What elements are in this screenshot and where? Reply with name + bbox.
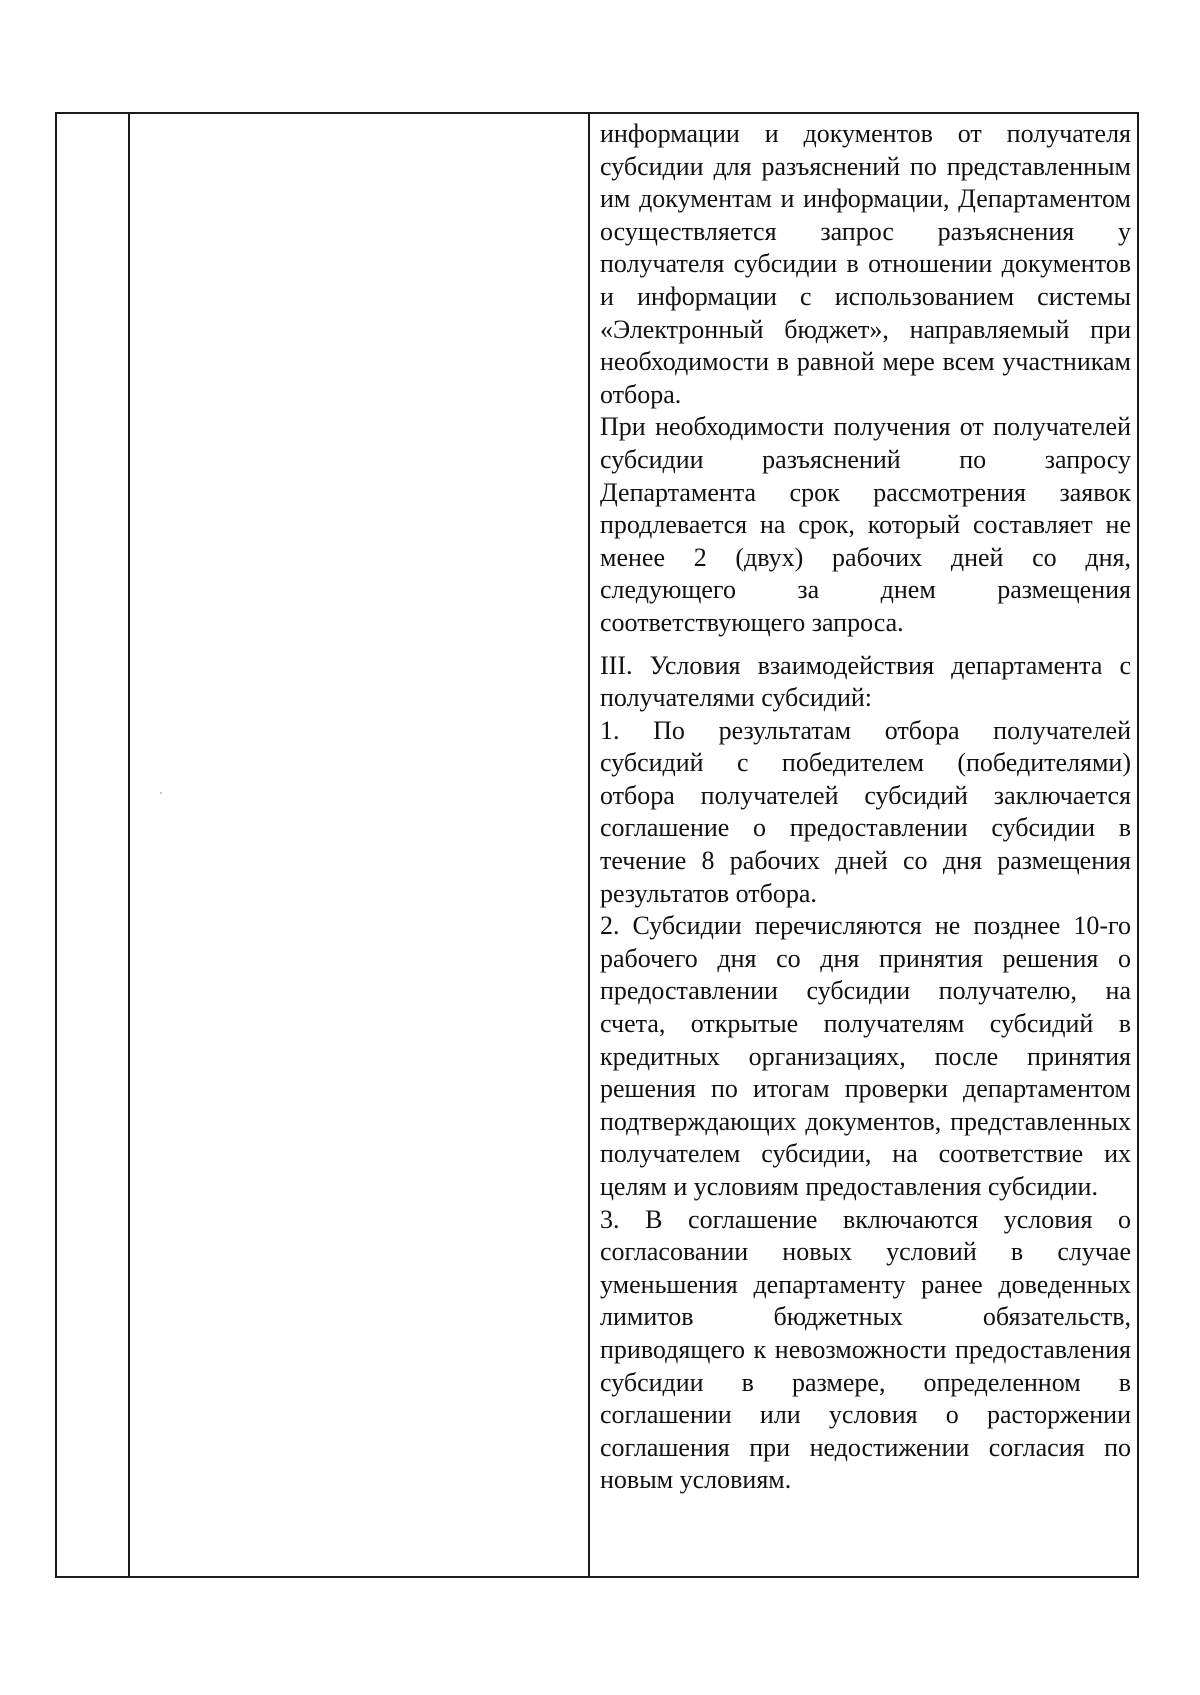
paragraph-subsidy-transfer: 2. Субсидии перечисляются не позднее 10-го рабочего дня со дня принятия решения о предоставлении субсидии получателю, на счета, открытые получателям субсидий в кредитных организациях, после принятия решения по итогам проверки департаментом подтверждающих документов, представленных получателем субсидии, на соответствие их целям и условиям предоставления субсидии. bbox=[600, 911, 1131, 1201]
paragraph-clarification-request: информации и документов от получателя субсидии для разъяснений по представленным им документам и информации, Департаментом осуществляется запрос разъяснения у получателя субсидии в отношении документов и информации с использованием системы «Электронный бюджет», направляемый при необходимости в равной мере всем участникам отбора. bbox=[600, 119, 1131, 409]
table-column-content bbox=[590, 114, 1137, 1576]
scan-speck bbox=[160, 792, 162, 794]
paragraph-agreement-conditions: 3. В соглашение включаются условия о согласовании новых условий в случае уменьшения департаменту ранее доведенных лимитов бюджетных обязательств, приводящего к невозможности предоставления субсидии в размере, определенном в соглашении или условия о расторжении соглашения при недостижении согласия по новым условиям. bbox=[600, 1204, 1131, 1495]
section-heading-interaction-conditions: III. Условия взаимодействия департамента с получателями субсидий: bbox=[600, 650, 1131, 713]
paragraph-review-extension: При необходимости получения от получателей субсидии разъяснений по запросу Департамента срок рассмотрения заявок продлевается на срок, который составляет не менее 2 (двух) рабочих дней со дня, следующего за днем размещения соответствующего запроса. bbox=[600, 412, 1131, 637]
paragraph-agreement-conclusion: 1. По результатам отбора получателей субсидий с победителем (победителями) отбора получателей субсидий заключается соглашение о предоставлении субсидии в течение 8 рабочих дней со дня размещения результатов отбора. bbox=[600, 715, 1131, 908]
document-table bbox=[55, 112, 1139, 1578]
table-column-number bbox=[57, 114, 130, 1576]
table-column-title bbox=[130, 114, 590, 1576]
